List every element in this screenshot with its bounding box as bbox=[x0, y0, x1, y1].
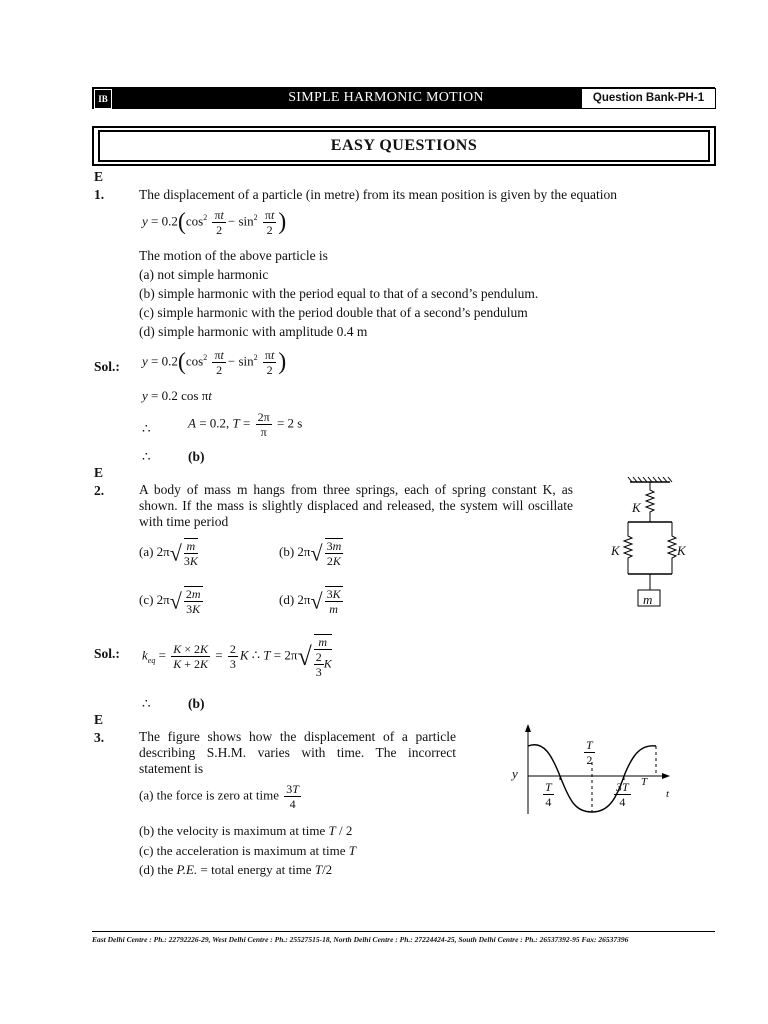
option-a: (a) not simple harmonic bbox=[139, 267, 269, 282]
question-stem: A body of mass m hangs from three springs, each of spring constant K, as shown. If the mass is slightly displaced and released, the system will oscillate with time period bbox=[139, 482, 573, 529]
header-title: SIMPLE HARMONIC MOTION bbox=[288, 90, 484, 105]
quarter-period-label: $\frac{T}{4}$ bbox=[545, 780, 552, 809]
half-period-label: $\frac{T}{2}$ bbox=[586, 738, 593, 767]
answer: (b) bbox=[188, 696, 205, 711]
header-badge: Question Bank-PH-1 bbox=[581, 88, 716, 109]
level-tag: E bbox=[94, 712, 104, 727]
spring-label: K bbox=[677, 543, 686, 558]
question-stem: The figure shows how the displacement of a particle describing S.H.M. varies with time. The incorrect statement is bbox=[139, 729, 456, 776]
question-number: 1. bbox=[94, 187, 105, 202]
option-d: (d) 2π√ $\frac{3K}{m}$ bbox=[279, 587, 341, 616]
option-b: (b) 2π√ $\frac{3m}{2K}$ bbox=[279, 539, 342, 568]
period-label: T bbox=[641, 776, 648, 788]
question-prompt: The motion of the above particle is bbox=[139, 248, 328, 263]
solution-label: Sol.: bbox=[94, 359, 120, 374]
therefore-symbol: ∴ bbox=[142, 696, 151, 711]
t-axis-label: t bbox=[666, 788, 670, 800]
question-number: 3. bbox=[94, 730, 105, 745]
displacement-time-graph bbox=[508, 722, 673, 818]
therefore-symbol: ∴ bbox=[142, 449, 151, 464]
answer: (b) bbox=[188, 449, 205, 464]
option-b: (b) the velocity is maximum at time T / 2 bbox=[139, 823, 353, 838]
solution-equation: $y = 0.2(\cos^2$ $\frac{\pi t}{2}$ − $\sin^2$ $\frac{\pi t}{2}$ ) bbox=[142, 348, 287, 377]
spring-label: K bbox=[611, 543, 620, 558]
question-number: 2. bbox=[94, 483, 105, 498]
question-stem: The displacement of a particle (in metre) from its mean position is given by the equation bbox=[139, 187, 617, 202]
solution-equation: $k_{eq}$ = $\frac{K \times 2K}{K + 2K}$ = $\frac{2}{3}$ K ∴ T = 2π√ m $\frac{2}{3}$ K bbox=[142, 635, 332, 679]
section-banner: EASY QUESTIONS bbox=[98, 130, 710, 162]
spring-label: K bbox=[632, 500, 641, 515]
y-axis-label: y bbox=[512, 766, 518, 781]
mass-label: m bbox=[643, 592, 653, 607]
three-quarter-period-label: $\frac{3T}{4}$ bbox=[616, 780, 629, 809]
solution-label: Sol.: bbox=[94, 646, 120, 661]
footer-divider bbox=[92, 931, 715, 932]
option-c: (c) the acceleration is maximum at time T bbox=[139, 843, 356, 858]
solution-result: A = 0.2, T = $\frac{2\pi}{\pi}$ = 2 s bbox=[188, 410, 303, 439]
option-b: (b) simple harmonic with the period equal to that of a second’s pendulum. bbox=[139, 286, 539, 301]
option-a: (a) the force is zero at time $\frac{3T}{4}$ bbox=[139, 782, 299, 811]
equation: $y = 0.2(\cos^2$ $\frac{\pi t}{2}$ − $\sin^2$ $\frac{\pi t}{2}$ ) bbox=[142, 208, 287, 237]
logo-icon: IB bbox=[94, 89, 112, 109]
therefore-symbol: ∴ bbox=[142, 421, 151, 436]
option-c: (c) simple harmonic with the period double that of a second’s pendulum bbox=[139, 305, 528, 320]
option-d: (d) the P.E. = total energy at time T/2 bbox=[139, 862, 333, 877]
level-tag: E bbox=[94, 169, 104, 184]
level-tag: E bbox=[94, 465, 104, 480]
solution-step: y = 0.2 cos πt bbox=[142, 388, 212, 403]
footer-contact: East Delhi Centre : Ph.: 22792226-29, West Delhi Centre : Ph.: 25527515-18, North Delhi Centre : Ph.: 27224424-25, South Delhi Centre : Ph.: 26537392-95 Fax: 26537396 bbox=[92, 935, 629, 944]
option-a: (a) 2π√ $\frac{m}{3K}$ bbox=[139, 539, 198, 568]
option-d: (d) simple harmonic with amplitude 0.4 m bbox=[139, 324, 368, 339]
option-c: (c) 2π√ $\frac{2m}{3K}$ bbox=[139, 587, 201, 616]
